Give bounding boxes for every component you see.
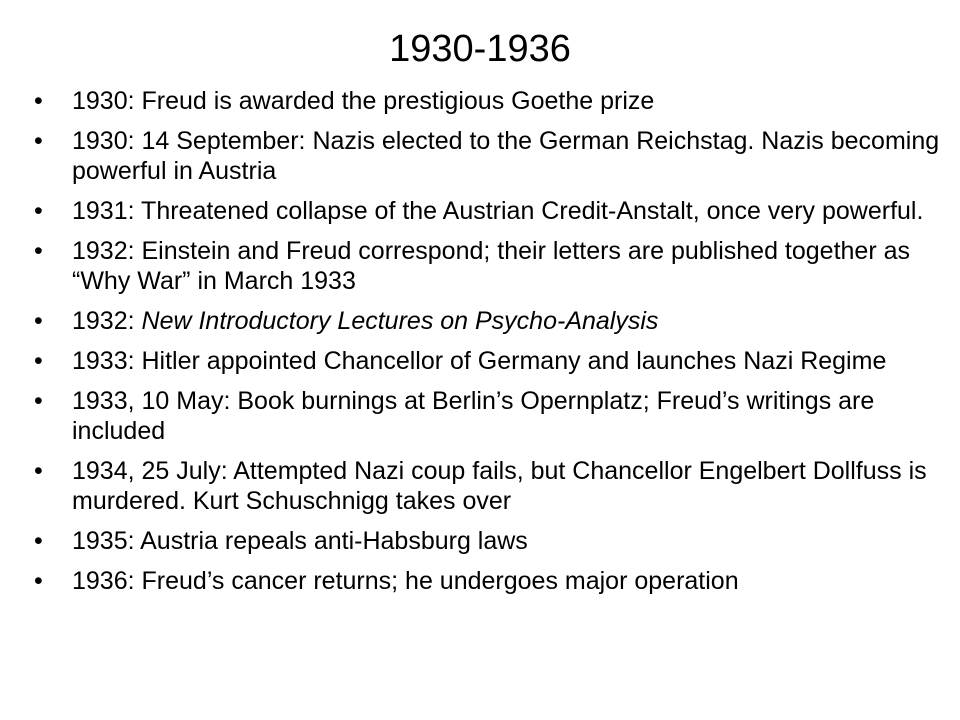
bullet-dot-icon: • xyxy=(34,237,43,265)
bullet-item xyxy=(34,86,944,116)
slide-title: 1930-1936 xyxy=(389,28,571,70)
bullet-text: 1932: xyxy=(72,307,142,335)
bullet-dot-icon: • xyxy=(34,527,43,555)
bullet-item xyxy=(34,196,944,226)
bullet-text: 1934, 25 July: Attempted Nazi coup fails, but Chancellor Engelbert Dollfuss is murdered. Kurt Schuschnigg takes over xyxy=(72,457,927,515)
bullet-dot-icon: • xyxy=(34,127,43,155)
bullet-dot-icon: • xyxy=(34,307,43,335)
bullet-text: 1932: Einstein and Freud correspond; their letters are published together as “Why War” in March 1933 xyxy=(72,237,911,295)
bullet-text: 1930: Freud is awarded the prestigious Goethe prize xyxy=(72,87,655,115)
bullet-item xyxy=(34,346,944,376)
bullet-text: 1933, 10 May: Book burnings at Berlin’s Opernplatz; Freud’s writings are included xyxy=(72,387,875,445)
book-title: New Introductory Lectures on Psycho-Analysis xyxy=(141,307,659,335)
bullet-dot-icon: • xyxy=(34,567,43,595)
bullet-dot-icon: • xyxy=(34,197,43,225)
bullet-item xyxy=(34,566,944,596)
bullet-text: 1931: Threatened collapse of the Austrian Credit-Anstalt, once very powerful. xyxy=(72,197,924,225)
bullet-item xyxy=(34,306,944,336)
bullet-item xyxy=(34,236,944,296)
bullet-item xyxy=(34,526,944,556)
bullet-dot-icon: • xyxy=(34,87,43,115)
bullet-text: 1935: Austria repeals anti-Habsburg laws xyxy=(72,527,528,555)
bullet-text: 1930: 14 September: Nazis elected to the German Reichstag. Nazis becoming powerful in Austria xyxy=(72,127,940,185)
bullet-item xyxy=(34,386,944,446)
bullet-item xyxy=(34,456,944,516)
bullet-text: 1933: Hitler appointed Chancellor of Germany and launches Nazi Regime xyxy=(72,347,887,375)
bullet-item xyxy=(34,126,944,186)
bullet-list xyxy=(34,86,944,606)
bullet-dot-icon: • xyxy=(34,347,43,375)
bullet-text: 1936: Freud’s cancer returns; he undergoes major operation xyxy=(72,567,739,595)
bullet-dot-icon: • xyxy=(34,387,43,415)
bullet-dot-icon: • xyxy=(34,457,43,485)
